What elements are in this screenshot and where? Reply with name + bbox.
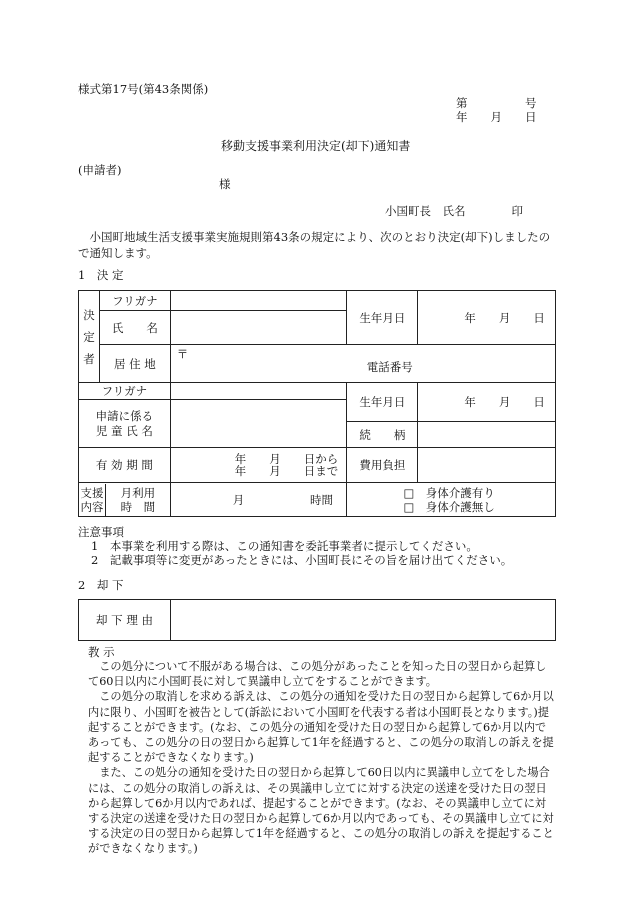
furigana-label: フリガナ	[99, 291, 170, 311]
name-label: 氏 名	[99, 311, 170, 345]
validity-from: 年 月 日から	[234, 452, 339, 466]
child-name-label	[79, 400, 171, 448]
monthly-label-1: 月利用	[120, 485, 156, 500]
section1-title: 1 決 定	[78, 268, 124, 282]
decision-table	[78, 290, 556, 517]
support-label-1: 支援	[80, 485, 104, 500]
applicant-label: (申請者)	[78, 163, 122, 177]
phone-label: 電話番号	[366, 360, 413, 374]
relationship-value[interactable]	[418, 422, 556, 448]
hours-value: 時間	[309, 492, 333, 507]
support-content-label	[79, 483, 171, 517]
child-furigana-value[interactable]	[170, 383, 347, 400]
child-name-value[interactable]	[170, 400, 347, 448]
issuer-line: 小国町長 氏名 印	[385, 204, 523, 218]
note-item-1: 1 本事業を利用する際は、この通知書を委託事業者に提示してください。	[91, 539, 478, 553]
option-without-care[interactable]: □ 身体介護無し	[403, 499, 495, 514]
group-label-3: 者	[83, 351, 95, 366]
support-label-2: 内容	[80, 499, 104, 514]
instruction-title: 教 示	[88, 645, 115, 659]
child-name-label-2: 児 童 氏 名	[95, 423, 153, 438]
instruction-body	[88, 659, 554, 857]
decision-group-label	[79, 291, 100, 383]
child-name-label-1: 申請に係る	[95, 408, 154, 423]
support-label	[79, 484, 106, 516]
validity-label: 有 効 期 間	[79, 448, 171, 483]
child-birthdate-value[interactable]	[418, 383, 556, 422]
care-options	[347, 483, 556, 517]
rejection-reason-label: 却 下 理 由	[79, 600, 171, 641]
rejection-table	[78, 599, 556, 641]
notes-title: 注意事項	[78, 525, 124, 539]
section2-title: 2 却 下	[78, 578, 124, 592]
relationship-label: 続 柄	[347, 422, 418, 448]
instruction-paragraph-3: また、この処分の通知を受けた日の翌日から起算して60日以内に異議申し立てをした場合には、この処分の取消しの訴えは、その異議申し立てに対する決定の送達を受けた日の翌日から起算して6か月以内であれば、提起することができます。(なお、その異議申し立てに対する決定の送達を受けた日の翌日から起算して6か月以内であっても、その異議申し立てに対する決定の日の翌日から起算して1年を経過すると、この処分の取消しの訴えを提起することができなくなります。)	[88, 766, 554, 856]
cost-label: 費用負担	[347, 448, 418, 483]
birthdate-label: 生年月日	[347, 291, 418, 345]
group-label-1: 決	[83, 307, 95, 322]
cost-value[interactable]	[418, 448, 556, 483]
name-value[interactable]	[170, 311, 347, 345]
child-birthdate-placeholder: 年 月 日	[464, 395, 545, 409]
monthly-label-2: 時 間	[120, 499, 156, 514]
furigana-value[interactable]	[170, 291, 347, 311]
validity-to: 年 月 日まで	[234, 464, 339, 478]
group-label-2: 定	[83, 329, 95, 344]
postal-mark: 〒	[176, 347, 189, 361]
address-label: 居 住 地	[99, 345, 170, 383]
monthly-hours-label	[106, 486, 170, 514]
page-title: 移動支援事業利用決定(却下)通知書	[221, 139, 411, 153]
document-date: 年 月 日	[456, 110, 537, 124]
validity-value[interactable]	[170, 448, 347, 483]
applicant-honorific: 様	[219, 177, 231, 191]
child-birthdate-label: 生年月日	[347, 383, 418, 422]
address-value[interactable]	[170, 345, 555, 383]
instruction-paragraph-2: この処分の取消しを求める訴えは、この処分の通知を受けた日の翌日から起算して6か月以内に限り、小国町を被告として(訴訟において小国町を代表する者は小国町長となります。)提起することができます。(なお、この処分の通知を受けた日の翌日から起算して6か月以内であっても、この処分の日の翌日から起算して1年を経過すると、この処分の取消しの訴えを提起することができなくなります。)	[88, 690, 554, 765]
intro-text: 小国町地域生活支援事業実施規則第43条の規定により、次のとおり決定(却下)しましたので通知します。	[78, 230, 551, 260]
rejection-reason-value[interactable]	[171, 600, 556, 641]
month-value: 月	[232, 492, 245, 507]
monthly-hours-value[interactable]	[170, 483, 347, 517]
birthdate-placeholder: 年 月 日	[464, 310, 545, 325]
note-item-2: 2 記載事項等に変更があったときには、小国町長にその旨を届け出てください。	[91, 553, 513, 567]
child-furigana-label: フリガナ	[79, 383, 171, 400]
birthdate-value[interactable]	[418, 291, 556, 345]
option-with-care[interactable]: □ 身体介護有り	[403, 485, 495, 500]
instruction-paragraph-1: この処分について不服がある場合は、この処分があったことを知った日の翌日から起算して60日以内に小国町長に対して異議申し立てをすることができます。	[88, 660, 547, 689]
document-number: 第 号	[456, 96, 537, 110]
form-number: 様式第17号(第43条関係)	[78, 82, 209, 96]
